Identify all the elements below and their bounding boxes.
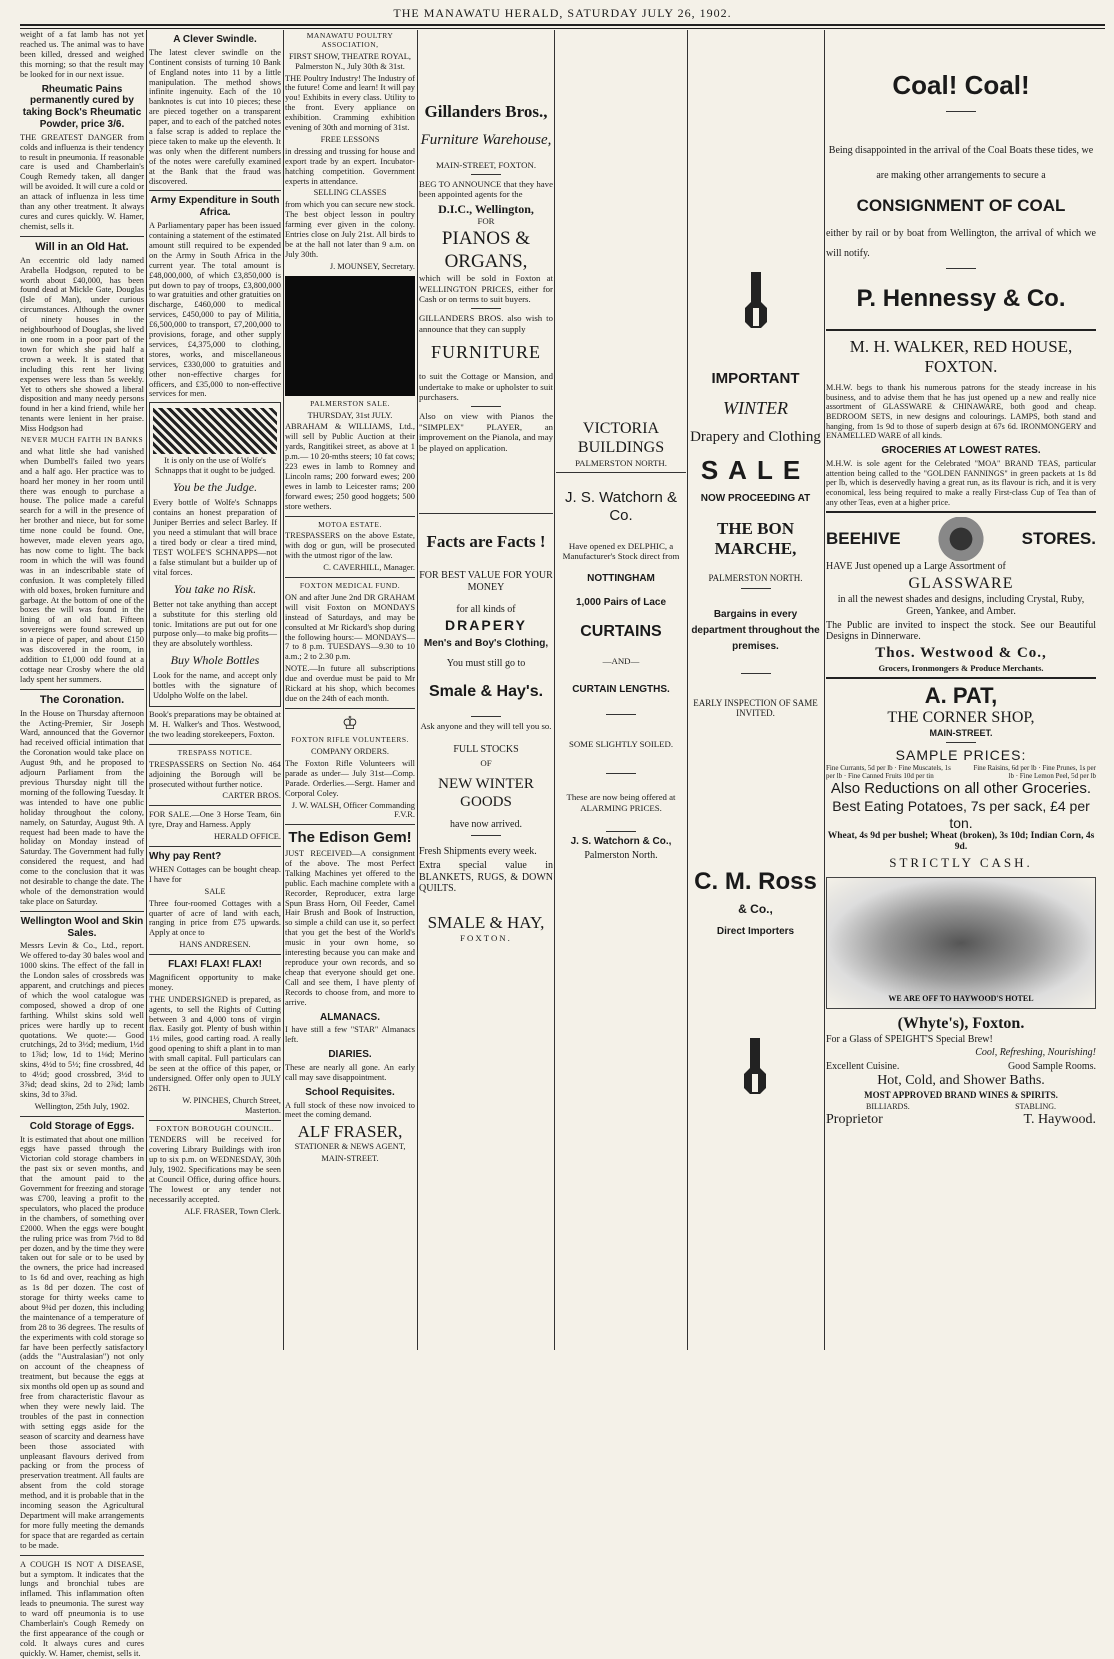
almanacs-heading: ALMANACS. bbox=[320, 1011, 380, 1023]
furniture-heading: FURNITURE bbox=[430, 342, 541, 363]
foxton-label: FOXTON. bbox=[460, 933, 512, 944]
potatoes-line: Best Eating Potatoes, 7s per sack, £4 per ton. bbox=[832, 798, 1090, 831]
motoa-signature: C. CAVERHILL, Manager. bbox=[323, 563, 415, 573]
wolfe-advert bbox=[149, 402, 281, 707]
watchorn-heading: J. S. Watchorn & Co. bbox=[565, 489, 677, 524]
swindle-heading: A Clever Swindle. bbox=[173, 34, 257, 45]
gillanders-paragraph-3: GILLANDERS BROS. also wish to announce that they can supply bbox=[419, 313, 553, 334]
prices-right: Fine Raisins, 6d per lb · Fine Prunes, 1s per lb · Fine Lemon Peel, 5d per lb bbox=[973, 763, 1096, 781]
important-heading: IMPORTANT bbox=[711, 370, 800, 387]
rent-heading: Why pay Rent? bbox=[149, 851, 222, 863]
early-inspection: EARLY INSPECTION OF SAME INVITED. bbox=[693, 697, 818, 719]
column-rule bbox=[824, 30, 825, 1350]
judge-paragraph: Every bottle of Wolfe's Schnapps contains an honest preparation of Juniper Berries and select Barley. If you need a stimulant that will brace a tired body or clear a tired mind, TEST WOLFE'S SCHNAPPS—not a false stimulant but a builder up of vital forces. bbox=[153, 498, 277, 577]
column-rule bbox=[687, 30, 688, 1350]
masthead-rule bbox=[20, 24, 1105, 29]
fraser-name: ALF FRASER, bbox=[297, 1122, 403, 1142]
council-signature: ALF. FRASER, Town Clerk. bbox=[184, 1206, 281, 1216]
extra-value: Extra special value in BLANKETS, RUGS, & DOWN QUILTS. bbox=[419, 859, 553, 895]
coal-paragraph-2: either by rail or by boat from Wellington, the arrival of which we will notify. bbox=[826, 227, 1096, 259]
ask-anyone: Ask anyone and they will tell you so. bbox=[420, 721, 552, 732]
sale-heading: SALE bbox=[700, 454, 811, 485]
trespass-paragraph: TRESPASSERS on Section No. 464 adjoining the Borough will be prosecuted without further notice. bbox=[149, 759, 281, 789]
trespass-heading: TRESPASS NOTICE. bbox=[177, 747, 253, 757]
motoa-paragraph: TRESPASSERS on the above Estate, with dog or gun, will be prosecuted with the utmost rigor of the law. bbox=[285, 531, 415, 561]
school-paragraph: A full stock of these now invoiced to meet the coming demand. bbox=[285, 1100, 415, 1120]
crest-icon: ♔ bbox=[341, 712, 359, 733]
swindle-paragraph: The latest clever swindle on the Continent consists of turning 10 Bank of England notes into 11 by a little manipulation. The method shows infinite ingenuity. Each of the 10 banknotes is cut into 10 pieces; these are pieced together on a transparent paper, and to each of the patched notes a false scrap is added to replace the piece taken to make up the eleventh. It was only when the different numbers of the notes were carefully examined at the Bank that the fraud was discovered. bbox=[149, 47, 281, 186]
poultry-paragraph-3: from which you can secure new stock. The best object lesson in poultry farming ever given in the colony. Entries close on July 21st. All birds to be at the hall not later than 9 a.m. on July 30th. bbox=[285, 200, 415, 259]
sample-prices-heading: SAMPLE PRICES: bbox=[895, 747, 1027, 764]
column-1 bbox=[20, 30, 144, 1658]
medical-paragraph: ON and after June 2nd DR GRAHAM will visit Foxton on MONDAYS instead of Saturdays, and may be consulted at Mr Rickard's shop during the following hours:— MONDAYS—7 to 8 p.m. TUESDAYS—9.30 to 10 a.m.; 2 to 2.30 p.m. bbox=[285, 592, 415, 662]
smale-hay-heading: Smale & Hay's. bbox=[428, 683, 544, 701]
sample-rooms-line: Good Sample Rooms. bbox=[1007, 1061, 1096, 1073]
groceries-heading: GROCERIES AT LOWEST RATES. bbox=[881, 445, 1041, 457]
risk-heading: You take no Risk. bbox=[173, 581, 257, 596]
blackout-block bbox=[285, 276, 415, 396]
slightly-soiled: SOME SLIGHTLY SOILED. bbox=[568, 738, 674, 749]
rent-paragraph-2: Three four-roomed Cottages with a quarter of acre of land with each, ranging in price from £75 upwards. Apply at once to bbox=[149, 898, 281, 938]
wheat-line: Wheat, 4s 9d per bushel; Wheat (broken), 3s 10d; Indian Corn, 4s 9d. bbox=[827, 831, 1095, 853]
for-sale-paragraph: FOR SALE.—One 3 Horse Team, 6in tyre, Dray and Harness. Apply bbox=[149, 810, 281, 830]
ross-heading: C. M. Ross bbox=[694, 868, 817, 895]
rheumatic-heading: Rheumatic Pains permanently cured by taking Bock's Rheumatic Powder, price 3/6. bbox=[22, 83, 142, 130]
arrived-line: have now arrived. bbox=[450, 819, 522, 831]
drapery-clothing: Drapery and Clothing bbox=[690, 428, 821, 445]
stabling-label: STABLING. bbox=[1015, 1102, 1056, 1112]
column-4 bbox=[419, 30, 553, 1350]
for-sale-signature: HERALD OFFICE. bbox=[213, 832, 281, 842]
poultry-subheading: FIRST SHOW, THEATRE ROYAL, Palmerston N., July 30th & 31st. bbox=[289, 51, 411, 71]
lace-pairs: 1,000 Pairs of Lace bbox=[575, 597, 667, 609]
gillanders-paragraph-4: to suit the Cottage or Mansion, and undertake to make or upholster to suit purchasers. bbox=[419, 371, 553, 403]
bargains-paragraph: Bargains in every department throughout the premises. bbox=[691, 608, 820, 652]
column-7 bbox=[826, 30, 1096, 1350]
trespass-signature: CARTER BROS. bbox=[222, 791, 281, 801]
curtains-heading: CURTAINS bbox=[580, 622, 662, 640]
rifle-signature: J. W. WALSH, Officer Commanding F.V.R. bbox=[291, 800, 415, 820]
poultry-paragraph-2: in dressing and trussing for house and export trade by an expert. Incubator-hatching competition. Government experts in attendance. bbox=[285, 146, 415, 186]
palmerston-sale-paragraph: ABRAHAM & WILLIAMS, Ltd., will sell by Public Auction at their yards, Rangitikei street, as above at 1 p.m.— 10 20-mths steers; 10 fat cows; 223 ewes in lamb to Romney and Lincoln rams; 200 forward ewes; 200 ewes in lamb to Leicester rams; 200 forward ewes; 250 good hoggets; 500 store wethers. bbox=[285, 422, 415, 511]
pointing-hand-icon bbox=[736, 1036, 774, 1096]
direct-importers: Direct Importers bbox=[716, 926, 795, 937]
will-paragraph-1: An eccentric old lady named Arabella Hodgson, reputed to be worth about £40,000, has been found dead at Mickle Gate, Douglas (Isle of Man), under curious circumstances. Although the owner of ninety houses in the neighbourhood of Douglas, she lived in one room in a poor part of the town for which she paid half a crown a week. It is stated that including this rent her living expenses were less than 5s weekly. Yet to others she showed a liberal disposition and many needy persons found in her a kind friend, while her tenants were lenient in her praise. Miss Hodgson had bbox=[20, 255, 144, 434]
selling-classes: SELLING CLASSES bbox=[313, 188, 387, 198]
full-stocks: FULL STOCKS bbox=[453, 743, 519, 755]
rent-paragraph: WHEN Cottages can be bought cheap. I have for bbox=[149, 864, 281, 884]
ornament-graphic bbox=[153, 408, 277, 454]
prices-left: Fine Currants, 5d per lb · Fine Muscatels, 1s per lb · Fine Canned Fruits 10d per tin bbox=[826, 763, 951, 781]
and-label: —AND— bbox=[602, 655, 640, 666]
proprietor-label: Proprietor bbox=[826, 1111, 883, 1127]
gillanders-address: MAIN-STREET, FOXTON. bbox=[435, 159, 537, 170]
gillanders-paragraph-2: which will be sold in Foxton at WELLINGTON PRICES, either for Cash or on terms to suit buyers. bbox=[419, 273, 553, 304]
pianos-heading: PIANOS & ORGANS, bbox=[441, 228, 531, 272]
now-proceeding: NOW PROCEEDING AT bbox=[700, 493, 811, 505]
mens-clothing: Men's and Boy's Clothing, bbox=[423, 637, 549, 649]
gillanders-title: Gillanders Bros., bbox=[424, 102, 548, 121]
strictly-cash: STRICTLY CASH. bbox=[889, 855, 1033, 871]
column-6 bbox=[689, 30, 822, 1350]
billiards-label: BILLIARDS. bbox=[866, 1102, 910, 1112]
risk-paragraph: Better not take anything than accept a substitute for this sterling old tonic. Imitations are put out for one purpose only—to make big profits—they are absolutely worthless. bbox=[153, 599, 277, 649]
fresh-shipments: Fresh Shipments every week. bbox=[419, 846, 537, 858]
flax-heading: FLAX! FLAX! FLAX! bbox=[168, 959, 262, 971]
watchorn-signature: J. S. Watchorn & Co., bbox=[570, 836, 672, 848]
walker-paragraph-2: M.H.W. is sole agent for the Celebrated "MOA" BRAND TEAS, particular attention being called to the "GOLDEN FANNINGS" in green packets at 1s 8d per lb, which is deservedly having a great run, as its flavour is rich, and it is very economical, less being required to make a really First-class Cup of Tea than of any other Teas, even at a higher price. bbox=[826, 458, 1096, 507]
facts-line-3: You must still go to bbox=[446, 657, 526, 669]
wool-paragraph: Messrs Levin & Co., Ltd., report. We offered to-day 30 bales wool and 1000 skins. The effect of the fall in the London sales of crossbreds was apparent, and crutchings and pieces of which the wool catalogue was composed, showed a drop of one farthing. Whilst skins sold well prices were hardly up to recent quotations. We quote:— Good crutchings, 2d to 3½d; medium, 1½d to 1⅞d; low, 1d to 1⅛d; Merino skins, 4½d to 5½; fine crossbred, 4d to 4½d; good crossbred, 3½d to 3⅞d; dead skins, 2d to 2⅞d; lamb skins, 3d to 3⅞d. bbox=[20, 941, 144, 1099]
flax-paragraph: Magnificent opportunity to make money. bbox=[149, 972, 281, 992]
refreshing-line: Cool, Refreshing, Nourishing! bbox=[975, 1047, 1096, 1059]
consignment-heading: CONSIGNMENT OF COAL bbox=[856, 195, 1066, 215]
whytes-heading: (Whyte's), Foxton. bbox=[897, 1014, 1025, 1032]
diaries-heading: DIARIES. bbox=[328, 1049, 372, 1061]
bon-marche: THE BON MARCHE, bbox=[714, 519, 797, 559]
victoria-buildings: VICTORIA BUILDINGS bbox=[577, 420, 665, 456]
book-paragraph: Book's preparations may be obtained at M. H. Walker's and Thos. Westwood, the two leading storekeepers, Foxton. bbox=[149, 710, 281, 739]
smale-hay-signature: SMALE & HAY, bbox=[427, 913, 545, 933]
westwood-subheading: Grocers, Ironmongers & Produce Merchants. bbox=[878, 662, 1044, 673]
column-rule bbox=[417, 30, 418, 1350]
edison-heading: The Edison Gem! bbox=[288, 829, 412, 847]
winter-heading: WINTER bbox=[723, 397, 788, 418]
westwood-heading: Thos. Westwood & Co., bbox=[875, 645, 1047, 662]
council-heading: FOXTON BOROUGH COUNCIL. bbox=[156, 1123, 274, 1133]
wool-date: Wellington, 25th July, 1902. bbox=[34, 1101, 130, 1111]
palmerston-north: PALMERSTON NORTH. bbox=[575, 457, 667, 468]
influenza-paragraph: THE GREATEST DANGER from colds and influenza is their tendency to result in pneumonia. If reasonable care is used and Chamberlain's Cough Remedy taken, all danger will be avoided. It will cure a cold or an attack of influenza in less time than any other treatment. It always cures and cures quickly. W. Hamer, chemist, sells it. bbox=[20, 132, 144, 231]
glassware-paragraph-3: The Public are invited to inspect the stock. See our Beautiful Designs in Dinnerware. bbox=[826, 619, 1096, 643]
flax-signature: W. PINCHES, Church Street, Masterton. bbox=[182, 1095, 281, 1115]
army-paragraph: A Parliamentary paper has been issued containing a statement of the estimated amount still required to be expended on the Army in South Africa in the current year. The total amount is £48,000,000, of which £3,850,000 is put down to pay of troops, £3,800,000 to war gratuities and other gratuities on discharge, £460,000 to medical services, £450,000 to pay of Militia, £6,500,000 to transport, £7,200,000 to provisions, forage, and other supply services, £4,375,000 to clothing, stores, works, and miscellaneous services, £330,000 to gratuities and other non-effective charges for officers, and £35,000 to non-effective services for men. bbox=[149, 221, 281, 399]
glassware-paragraph-2: in all the newest shades and designs, including Crystal, Ruby, Green, Yankee, and Amber. bbox=[837, 593, 1085, 617]
bottles-heading: Buy Whole Bottles bbox=[170, 653, 260, 668]
pat-heading: A. PAT, bbox=[924, 682, 998, 708]
speights-line: For a Glass of SPEIGHT'S Special Brew! bbox=[826, 1033, 993, 1045]
column-rule bbox=[283, 30, 284, 1350]
column-rule bbox=[554, 30, 555, 1350]
rifle-paragraph: The Foxton Rifle Volunteers will parade as under— July 31st—Comp. Parade. Orderlies.—Sergt. Hamer and Corporal Coley. bbox=[285, 758, 415, 798]
wolfe-note: It is only on the use of Wolfe's Schnapps that it ought to be judged. bbox=[154, 456, 276, 476]
reductions-line: Also Reductions on all other Groceries. bbox=[830, 780, 1092, 798]
medical-note: NOTE.—In future all subscriptions due and overdue must be paid to Mr Rickard at his shop, which becomes due on the 24th of each month. bbox=[285, 664, 415, 703]
hotel-banner: WE ARE OFF TO HAYWOOD'S HOTEL bbox=[888, 994, 1034, 1004]
edison-paragraph: JUST RECEIVED—A consignment of the above. The most Perfect Talking Machines yet offered to the public. Each machine complete with a Recorder, Reproducer, extra large Spun Brass Horn, Oil Feeder, Camel Hair Brush and Book of Instruction, so simple a child can use it, so perfect that you get the best of the World's music in your own home, so interesting because you can make and reproduce your own records, and so cheap that everyone should get one. Call and see them, I have plenty of Records to choose from, and more to arrive. bbox=[285, 849, 415, 1007]
poultry-heading: MANAWATU POULTRY ASSOCIATION, bbox=[306, 31, 394, 49]
nottingham-heading: NOTTINGHAM bbox=[587, 573, 655, 585]
offered-paragraph: These are now being offered at ALARMING PRICES. bbox=[566, 792, 676, 813]
dic-wellington: D.I.C., Wellington, bbox=[438, 201, 534, 216]
gillanders-for: FOR bbox=[477, 216, 495, 227]
beehive-icon bbox=[931, 517, 991, 561]
free-lessons: FREE LESSONS bbox=[320, 134, 380, 144]
corner-shop: THE CORNER SHOP, bbox=[887, 708, 1035, 726]
masthead: THE MANAWATU HERALD, SATURDAY JULY 26, 1902. bbox=[393, 6, 732, 20]
winter-goods-heading: NEW WINTER GOODS bbox=[438, 775, 534, 810]
watchorn-address: Palmerston North. bbox=[584, 849, 658, 861]
fraser-subheading: STATIONER & NEWS AGENT, bbox=[294, 1142, 406, 1152]
bottles-paragraph: Look for the name, and accept only bottles with the signature of Udolpho Wolfe on the label. bbox=[153, 671, 277, 701]
almanacs-paragraph: I have still a few "STAR" Almanacs left. bbox=[285, 1025, 415, 1045]
coal-paragraph: Being disappointed in the arrival of the Coal Boats these tides, we are making other arrangements to secure a bbox=[828, 144, 1094, 181]
flax-paragraph-2: THE UNDERSIGNED is prepared, as agents, to sell the Rights of Cutting between 3 and 4,000 tons of virgin flax. Easily got. Plenty of bush within 1½ miles, good carting road. A really good opening to shift a plant in to man with small capital. Full particulars can be seen at the office of this paper, or undersigned. Offer only open to JULY 26TH. bbox=[149, 994, 281, 1093]
opened-paragraph: Have opened ex DELPHIC, a Manufacturer's Stock direct from bbox=[562, 540, 680, 561]
glassware-paragraph: HAVE Just opened up a Large Assortment of bbox=[826, 561, 1006, 573]
of-label: OF bbox=[480, 757, 492, 768]
palmerston-sale-date: THURSDAY, 31st JULY. bbox=[307, 410, 393, 420]
diaries-paragraph: These are nearly all gone. An early call may save disappointment. bbox=[285, 1062, 415, 1082]
cough-paragraph: A COUGH IS NOT A DISEASE, but a symptom. It indicates that the lungs and bronchial tubes are inflamed. This inflammation often leads to pneumonia. The surest way to ward off pneumonia is to use Chamberlain's Cough Remedy on the first appearance of the cough or cold. It always cures and cures quickly. W. Hamer, chemist, sells it. bbox=[20, 1559, 144, 1658]
hotel-coach-illustration bbox=[826, 877, 1096, 1009]
facts-heading: Facts are Facts ! bbox=[426, 531, 546, 551]
column-rule bbox=[146, 30, 147, 1350]
ross-company: & Co., bbox=[738, 902, 773, 916]
pointing-hand-icon bbox=[737, 270, 775, 330]
column-2 bbox=[149, 30, 281, 1350]
column-5 bbox=[556, 30, 686, 1350]
pat-address: MAIN-STREET. bbox=[929, 727, 993, 738]
bon-marche-address: PALMERSTON NORTH. bbox=[708, 573, 803, 584]
drapery-heading: DRAPERY bbox=[445, 617, 527, 634]
rent-signature: HANS ANDRESEN. bbox=[179, 940, 251, 950]
coal-heading: Coal! Coal! bbox=[892, 70, 1030, 100]
motoa-heading: MOTOA ESTATE. bbox=[318, 519, 382, 529]
glassware-heading: GLASSWARE bbox=[908, 575, 1014, 593]
gillanders-paragraph-1: BEG TO ANNOUNCE that they have been appointed agents for the bbox=[419, 179, 553, 200]
haywood-name: T. Haywood. bbox=[1023, 1111, 1096, 1127]
eggs-paragraph: It is estimated that about one million eggs have passed through the Victorian cold storage chambers in the past six or seven months, and that the amount paid to the Government for freezing and storage was £700, leaving a profit to the speculators, who placed the produce in the chambers, of something over £2000. When the eggs were bought the ruling price was from 7½d to 8d per dozen, and by the time they were taken out for sale or to be used by the owners, the price had increased to 1s 6d and over, reaching as high as 1s 8d per dozen. The cost of storage for thirty weeks came to about 9¾d per dozen, this including the maintenance of a temperature of from 28 to 36 degrees. The results of the experiments with cold storage so far have been perfectly satisfactory (adds the "Australasian") not only on account of the cheapness of treatment, but because the eggs at six months old open up as sound and free from characteristic flavour as when they were newly laid. The troubles of the past in connection with setting eggs aside for the season of scarcity and dearness have been those associated with unpleasant flavours derived from packing or from the process of preservation treatment. All faults are absent from the cold storage method, and it is probable that in the incoming season the Agricultural Department will make arrangements for more fully meeting the demands for space that are regarded as certain to be made. bbox=[20, 1134, 144, 1550]
rifle-subheading: COMPANY ORDERS. bbox=[310, 746, 390, 756]
walker-heading: M. H. WALKER, RED HOUSE, FOXTON. bbox=[849, 337, 1073, 377]
stores-heading: STORES. bbox=[1021, 529, 1096, 549]
rifle-heading: FOXTON RIFLE VOLUNTEERS. bbox=[291, 735, 409, 745]
facts-line-1: FOR BEST VALUE FOR YOUR MONEY bbox=[419, 569, 553, 593]
school-heading: School Requisites. bbox=[305, 1086, 395, 1098]
fraser-address: MAIN-STREET. bbox=[321, 1154, 379, 1164]
walker-paragraph: M.H.W. begs to thank his numerous patrons for the steady increase in his business, and to advise them that he has just opened up a new and really nice assortment of GLASSWARE & CHINAWARE, both good and cheap. BEDROOM SETS, in new designs and colourings. LAMPS, both stand and hanging, from 1s 9d to those of superb design at 67s 6d. IRONMONGERY and ENAMELLED WARE of all kinds. bbox=[826, 383, 1096, 441]
baths-line: Hot, Cold, and Shower Baths. bbox=[877, 1073, 1045, 1089]
coronation-paragraph: In the House on Thursday afternoon the Acting-Premier, Sir Joseph Ward, announced that the Governor had received official intimation that the Coronation would take place on August 9th, and he proposed to adjourn Parliament from the previous Thursday night till the morning of the following Tuesday. It was intended to have one public holiday throughout the colony, namely, on Saturday, August 9th. A request had been made to have the holiday on Monday instead of Saturday. The Government had fully considered the request, and had come to the conclusion that it was not desirable to change the date. The whole of the demonstration would take place on Saturday. bbox=[20, 708, 144, 906]
judge-heading: You be the Judge. bbox=[172, 480, 258, 495]
eggs-heading: Cold Storage of Eggs. bbox=[29, 1120, 135, 1132]
curtain-lengths: CURTAIN LENGTHS. bbox=[572, 684, 670, 696]
will-subheading: NEVER MUCH FAITH IN BANKS bbox=[20, 435, 144, 445]
facts-line-2: for all kinds of bbox=[456, 603, 516, 615]
council-paragraph: TENDERS will be received for covering Library Buildings with iron up to six p.m. on WEDNESDAY, 30th July, 1902. Specifications may be seen at Council Office, during office hours. The lowest or any tender not necessarily accepted. bbox=[149, 1135, 281, 1204]
cuisine-line: Excellent Cuisine. bbox=[826, 1061, 900, 1073]
coronation-heading: The Coronation. bbox=[39, 693, 125, 706]
rent-sale: SALE bbox=[204, 886, 226, 896]
poultry-signature: J. MOUNSEY, Secretary. bbox=[329, 261, 415, 271]
wines-line: MOST APPROVED BRAND WINES & SPIRITS. bbox=[864, 1089, 1058, 1100]
gillanders-subtitle: Furniture Warehouse, bbox=[420, 132, 552, 149]
hennessy-heading: P. Hennessy & Co. bbox=[856, 284, 1066, 312]
poultry-paragraph: THE Poultry Industry! The Industry of the future! Come and learn! It will pay you! Exhibits in every class. Utility to the front. Every appliance on exhibition. Cramming exhibition evening of 30th and morning of 31st. bbox=[285, 73, 415, 133]
palmerston-sale-heading: PALMERSTON SALE. bbox=[310, 398, 390, 408]
wool-heading: Wellington Wool and Skin Sales. bbox=[20, 915, 144, 939]
gillanders-paragraph-5: Also on view with Pianos the "SIMPLEX" PLAYER, an improvement on the Pianola, and may be played on application. bbox=[419, 411, 553, 453]
will-paragraph-2: and what little she had vanished when Dumbell's failed two years and a half ago. Her practice was to hoard her money in her room until there was enough to purchase a house. The police made a careful search for a will in the presence of her brother and niece, but for some time none could be found. One, however, made eleven years ago, has now come to light. The back room in which the will was found was in an indescribable state of confusion. It was completely filled with old boxes, broken furniture and garbage. At the bottom of one of the boxes the will was found in the lining of an old hat. Fifteen sovereigns were found screwed up in a piece of paper, and about £150 was discovered in the room, in addition to £1,000 odd found at a cottage near Crosby where the old lady spent her summers. bbox=[20, 446, 144, 684]
will-heading: Will in an Old Hat. bbox=[35, 240, 129, 253]
army-heading: Army Expenditure in South Africa. bbox=[150, 195, 280, 219]
column-3 bbox=[285, 30, 415, 1350]
medical-heading: FOXTON MEDICAL FUND. bbox=[299, 581, 401, 591]
lamb-paragraph: weight of a fat lamb has not yet reached us. The animal was to have been killed, dressed and weighed this morning; so that the result may be looked for in our next issue. bbox=[20, 30, 144, 79]
beehive-heading: BEEHIVE bbox=[826, 529, 901, 549]
